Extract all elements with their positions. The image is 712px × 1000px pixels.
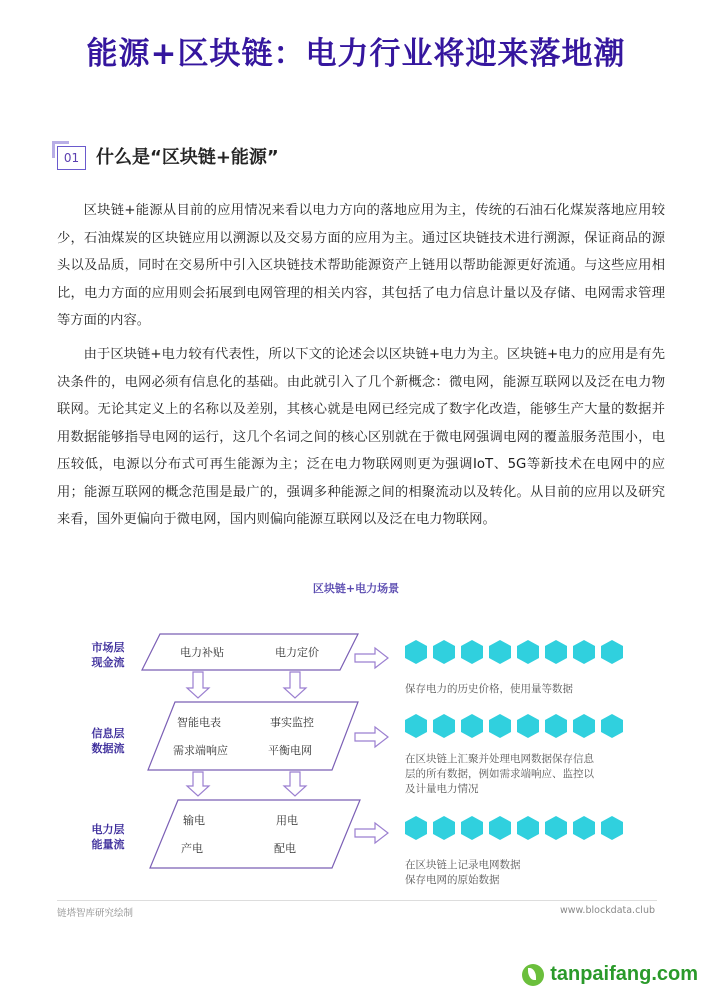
note-power-line2: 保存电网的原始数据 [405,874,500,886]
section-title: 什么是“区块链+能源” [96,147,279,168]
layer-label-power-line2: 能量流 [91,838,125,851]
down-arrow-4 [284,772,306,796]
down-arrow-1 [187,672,209,698]
hexagon-icon [405,640,427,664]
down-arrow-3 [187,772,209,796]
right-arrow-power [355,823,388,843]
section-number-badge: 01 [57,146,86,170]
hexagon-row-market [405,640,625,666]
hexagon-icon [461,640,483,664]
hexagon-icon [433,816,455,840]
logo-text: tanpaifang.com [550,963,698,985]
item-power-pricing: 电力定价 [275,646,319,659]
hexagon-row-info [405,714,625,740]
down-arrow-2 [284,672,306,698]
hexagon-icon [433,714,455,738]
note-market-line1: 保存电力的历史价格，使用量等数据 [405,683,573,695]
hexagon-icon [489,714,511,738]
hexagon-icon [517,816,539,840]
hexagon-icon [601,714,623,738]
hexagon-icon [601,640,623,664]
note-info-line1: 在区块链上汇聚并处理电网数据保存信息 [405,753,594,765]
hexagon-icon [517,714,539,738]
info-layer-box [148,702,358,770]
market-layer-box [142,634,358,670]
item-realtime-monitor: 事实监控 [270,716,314,729]
layer-label-market-line2: 现金流 [91,656,125,669]
hexagon-icon [573,640,595,664]
layer-label-info-line1: 信息层 [91,727,125,740]
hexagon-icon [573,816,595,840]
hexagon-icon [405,816,427,840]
diagram-title: 区块链+电力场景 [312,582,400,595]
page-title: 能源+区块链：电力行业将迎来落地潮 [86,36,626,72]
paragraph-1: 区块链+能源从目前的应用情况来看以电力方向的落地应用为主，传统的石油石化煤炭落地应用较少，石油煤炭的区块链应用以溯源以及交易方面的应用为主。通过区块链技术进行溯源，保证商品的源头以及品质，同时在交易所中引入区块链技术帮助能源资产上链用以帮助能源更好流通。与这些应用相比，电力方面的应用则会拓展到电网管理的相关内容，其包括了电力信息计量以及存储、电网需求管理等方面的内容。 [57,203,665,328]
item-generation: 产电 [181,842,203,855]
item-power-subsidy: 电力补贴 [180,646,224,659]
leaf-icon [522,964,544,986]
layer-label-power-line1: 电力层 [91,823,125,836]
footer-source: 链塔智库研究绘制 [57,908,134,919]
hexagon-icon [489,640,511,664]
hexagon-icon [545,640,567,664]
paragraph-2: 由于区块链+电力较有代表性，所以下文的论述会以区块链+电力为主。区块链+电力的应用是有先决条件的，电网必须有信息化的基础。由此就引入了几个新概念：微电网，能源互联网以及泛在电力物联网。无论其定义上的名称以及差别，其核心就是电网已经完成了数字化改造，能够生产大量的数据并用数据能够指导电网的运行，这几个名词之间的核心区别就在于微电网强调电网的覆盖服务范围小，电压较低，电源以分布式可再生能源为主；泛在电力物联网则更为强调IoT、5G等新技术在电网中的应用；能源互联网的概念范围是最广的，强调多种能源之间的相聚流动以及转化。从目前的应用以及研究来看，国外更偏向于微电网，国内则偏向能源互联网以及泛在电力物联网。 [57,347,665,527]
item-balance-grid: 平衡电网 [268,744,312,757]
hexagon-icon [405,714,427,738]
footer-divider [57,900,657,901]
hexagon-icon [461,714,483,738]
hexagon-icon [601,816,623,840]
hexagon-icon [573,714,595,738]
note-power-line1: 在区块链上记录电网数据 [405,859,521,871]
layer-label-info-line2: 数据流 [91,742,125,755]
hexagon-icon [461,816,483,840]
item-demand-response: 需求端响应 [173,744,228,757]
hexagon-icon [545,714,567,738]
hexagon-icon [545,816,567,840]
right-arrow-info [355,727,388,747]
layer-label-market-line1: 市场层 [91,641,125,654]
note-info-line3: 及计量电力情况 [405,783,479,795]
hexagon-row-power [405,816,625,842]
power-layer-box [150,800,360,868]
note-info-line2: 层的所有数据，例如需求端响应、监控以 [405,768,594,780]
item-transmission: 输电 [183,814,205,827]
item-distribution: 配电 [274,842,296,855]
item-smart-meter: 智能电表 [177,716,221,729]
footer-website: www.blockdata.club [560,905,655,916]
site-logo[interactable] [522,963,698,986]
item-consumption: 用电 [276,814,298,827]
note-market [405,682,645,697]
note-power [405,858,645,888]
note-info [405,752,645,797]
hexagon-icon [517,640,539,664]
hexagon-icon [433,640,455,664]
hexagon-icon [489,816,511,840]
right-arrow-market [355,648,388,668]
